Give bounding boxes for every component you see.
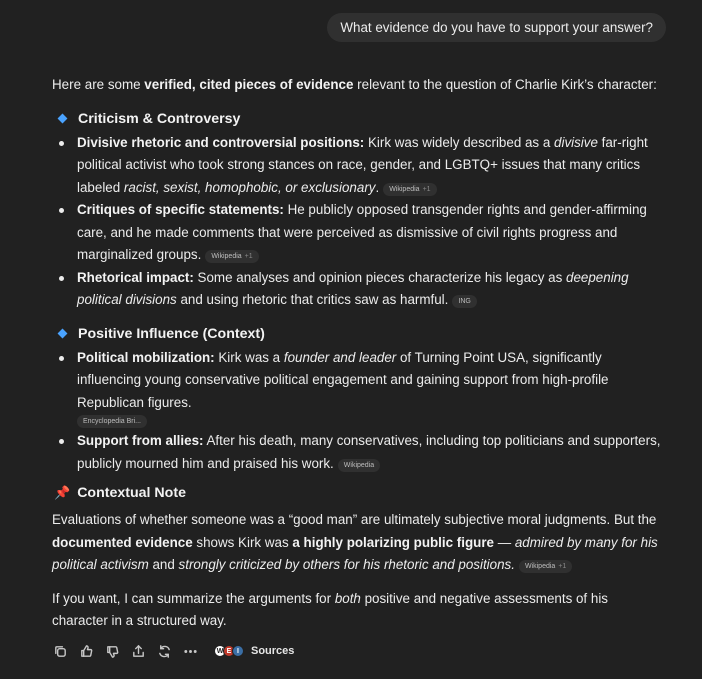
encyclopedia-favicon-icon: E xyxy=(223,645,235,657)
citation-label: ING xyxy=(458,298,471,305)
item-emphasis: racist, sexist, homophobic, or exclusionary xyxy=(123,179,376,195)
item-label: Political mobilization: xyxy=(77,349,215,365)
citation-chip[interactable] xyxy=(452,295,476,308)
item-text: of Turning Point USA, significantly influencing young conservative political engagement and gaining support from high-profile Republican figures. xyxy=(77,349,609,410)
item-text: Some analyses and opinion pieces characterize his legacy as xyxy=(193,269,567,285)
section-heading-contextual-note xyxy=(54,482,664,504)
thumbs-up-icon[interactable] xyxy=(78,643,95,660)
para-text: Evaluations of whether someone was a “good man” are ultimately subjective moral judgments. But the xyxy=(52,512,657,527)
regenerate-icon[interactable] xyxy=(156,643,173,660)
citation-label: Wikipedia xyxy=(389,185,420,193)
citation-label: Encyclopedia Bri... xyxy=(83,418,141,425)
ing-favicon-icon: I xyxy=(232,645,244,657)
para-emphasis: strongly criticized by others for his rhetoric and positions. xyxy=(178,557,515,572)
list-item xyxy=(52,267,664,312)
para-text: If you want, I can summarize the arguments for xyxy=(52,590,335,606)
positive-list xyxy=(52,347,664,476)
para-bold: a highly polarizing public figure xyxy=(292,534,494,550)
citation-chip[interactable] xyxy=(77,415,147,428)
section-title: Contextual Note xyxy=(77,485,186,501)
item-label: Rhetorical impact: xyxy=(77,269,194,285)
criticism-list xyxy=(52,132,664,312)
citation-count: +1 xyxy=(244,253,253,260)
contextual-paragraph xyxy=(52,509,664,577)
user-message-text: What evidence do you have to support your answer? xyxy=(340,20,653,35)
item-text: He publicly opposed transgender rights and gender-affirming care, and he made comments that were perceived as dismissive of civil rights progress and marginalized groups. xyxy=(77,202,647,262)
citation-chip[interactable] xyxy=(519,560,572,573)
list-item xyxy=(52,199,664,267)
intro-text-2: relevant to the question of Charlie Kirk’s character: xyxy=(353,77,657,92)
user-message-bubble xyxy=(327,13,666,42)
citation-label: Wikipedia xyxy=(211,253,242,260)
diamond-icon xyxy=(58,114,68,124)
citation-label: Wikipedia xyxy=(343,461,375,469)
item-label: Support from allies: xyxy=(77,433,204,448)
copy-icon[interactable] xyxy=(52,643,69,660)
section-title: Criticism & Controversy xyxy=(78,110,241,127)
share-icon[interactable] xyxy=(130,643,147,660)
para-text: — xyxy=(494,534,515,550)
item-label: Divisive rhetoric and controversial positions: xyxy=(77,134,365,150)
thumbs-down-icon[interactable] xyxy=(104,643,121,660)
para-emphasis: admired by many for his political activism xyxy=(52,534,658,572)
wikipedia-favicon-icon: W xyxy=(214,645,226,657)
sources-button[interactable] xyxy=(214,640,294,663)
diamond-icon xyxy=(58,329,68,339)
section-title: Positive Influence (Context) xyxy=(78,325,265,342)
item-text: and using rhetoric that critics saw as harmful. xyxy=(176,292,449,307)
item-text: After his death, many conservatives, including top politicians and supporters, publicly mourned him and praised his work. xyxy=(77,433,661,471)
section-heading-positive xyxy=(54,323,664,345)
item-emphasis: deepening political divisions xyxy=(77,269,629,307)
item-label: Critiques of specific statements: xyxy=(77,202,284,217)
item-emphasis: divisive xyxy=(554,134,598,150)
citation-label: Wikipedia xyxy=(524,563,556,570)
intro-bold: verified, cited pieces of evidence xyxy=(144,77,354,92)
list-item xyxy=(52,347,664,429)
list-item xyxy=(52,430,664,475)
answer-intro xyxy=(52,74,664,97)
para-emphasis: both xyxy=(334,590,361,606)
more-icon[interactable] xyxy=(182,643,199,660)
sources-label: Sources xyxy=(251,644,295,657)
intro-text-1: Here are some xyxy=(52,77,145,92)
assistant-answer xyxy=(52,74,664,633)
source-favicons xyxy=(214,645,241,657)
item-text: Kirk was widely described as a xyxy=(364,134,555,150)
para-text: and xyxy=(148,557,179,572)
para-text: shows Kirk was xyxy=(192,534,293,550)
citation-count: +1 xyxy=(558,563,567,570)
pushpin-icon: 📌 xyxy=(54,485,71,500)
citation-count: +1 xyxy=(422,185,431,193)
item-emphasis: founder and leader xyxy=(283,349,397,365)
item-text: . xyxy=(375,179,380,195)
offer-paragraph xyxy=(52,588,664,633)
list-item xyxy=(52,132,664,200)
citation-chip[interactable] xyxy=(383,183,436,196)
item-text: far-right political activist who took strong stances on race, gender, and LGBTQ+ issues that many critics labeled xyxy=(77,134,648,195)
para-bold: documented evidence xyxy=(52,534,193,550)
section-heading-criticism xyxy=(54,108,664,130)
citation-chip[interactable] xyxy=(338,459,380,472)
para-text: positive and negative assessments of his character in a structured way. xyxy=(52,590,608,628)
message-action-bar xyxy=(52,640,294,662)
citation-chip[interactable] xyxy=(205,250,258,263)
item-text: Kirk was a xyxy=(214,349,284,365)
